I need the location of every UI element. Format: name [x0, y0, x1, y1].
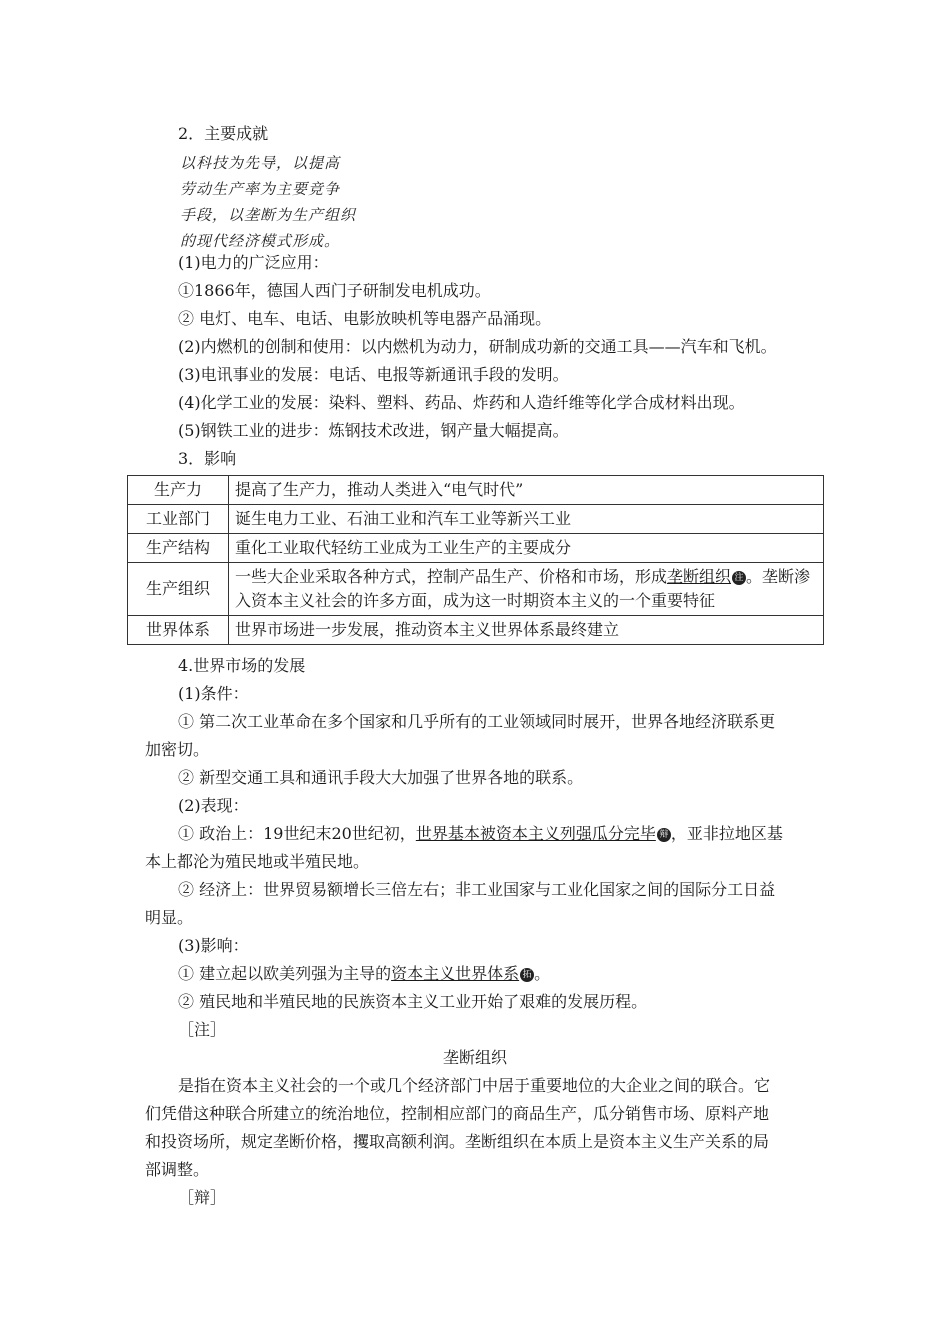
table-row — [128, 616, 824, 645]
section-3-heading: 3．影响 — [178, 449, 237, 468]
impact-1: ① 建立起以欧美列强为主导的资本主义世界体系 拓 。 — [178, 964, 551, 983]
manifestation-1: ① 政治上：19世纪末20世纪初，世界基本被资本主义列强瓜分完毕 辩 ，亚非拉地区基 — [178, 824, 783, 843]
handwritten-annotation — [180, 150, 356, 254]
note-marker-icon: 注 — [732, 571, 746, 585]
condition-1: ① 第二次工业革命在多个国家和几乎所有的工业领域同时展开，世界各地经济联系更 — [178, 712, 776, 731]
row-value: 提高了生产力，推动人类进入“电气时代” — [229, 476, 824, 505]
row-label: 生产结构 — [128, 534, 229, 563]
row-label: 生产力 — [128, 476, 229, 505]
row-label: 生产组织 — [128, 563, 229, 616]
note-line: 部调整。 — [145, 1160, 210, 1179]
debate-label: ［辩］ — [178, 1188, 227, 1207]
handwritten-line: 手段，以垄断为生产组织 — [180, 206, 357, 224]
manifestation-2-cont: 明显。 — [145, 908, 194, 927]
table-row — [128, 534, 824, 563]
handwritten-line: 劳动生产率为主要竞争 — [180, 180, 341, 198]
achievement-1a: ①1866年，德国人西门子研制发电机成功。 — [178, 281, 491, 300]
underlined-term: 世界基本被资本主义列强瓜分完毕 — [415, 824, 656, 843]
achievement-3: (3)电讯事业的发展：电话、电报等新通讯手段的发明。 — [178, 365, 569, 384]
table-row — [128, 505, 824, 534]
manifestation-2: ② 经济上：世界贸易额增长三倍左右；非工业国家与工业化国家之间的国际分工日益 — [178, 880, 776, 899]
note-title: 垄断组织 — [442, 1048, 507, 1067]
handwritten-line: 的现代经济模式形成。 — [180, 232, 341, 250]
condition-2: ② 新型交通工具和通讯手段大大加强了世界各地的联系。 — [178, 768, 584, 787]
achievement-4: (4)化学工业的发展：染料、塑料、药品、炸药和人造纤维等化学合成材料出现。 — [178, 393, 745, 412]
achievement-5: (5)钢铁工业的进步：炼钢技术改进，钢产量大幅提高。 — [178, 421, 569, 440]
manifestation-heading: (2)表现： — [178, 796, 249, 815]
row-value: 世界市场进一步发展，推动资本主义世界体系最终建立 — [229, 616, 824, 645]
underlined-term: 垄断组织 — [667, 567, 732, 586]
achievement-1: (1)电力的广泛应用： — [178, 253, 329, 272]
achievement-1b: ② 电灯、电车、电话、电影放映机等电器产品涌现。 — [178, 309, 552, 328]
row-value: 重化工业取代轻纺工业成为工业生产的主要成分 — [229, 534, 824, 563]
row-value: 一些大企业采取各种方式，控制产品生产、价格和市场，形成垄断组织 注 。垄断渗入资本主义社会的许多方面，成为这一时期资本主义的一个重要特征 — [229, 563, 824, 616]
row-label: 世界体系 — [128, 616, 229, 645]
debate-marker-icon: 辩 — [657, 828, 671, 842]
expand-marker-icon: 拓 — [520, 968, 534, 982]
note-label: ［注］ — [178, 1020, 227, 1039]
conditions-heading: (1)条件： — [178, 684, 249, 703]
row-value: 诞生电力工业、石油工业和汽车工业等新兴工业 — [229, 505, 824, 534]
section-2-heading: 2．主要成就 — [178, 124, 269, 143]
handwritten-line: 以科技为先导，以提高 — [180, 154, 341, 172]
impact-heading: (3)影响： — [178, 936, 249, 955]
section-4-heading: 4.世界市场的发展 — [178, 656, 306, 675]
table-row — [128, 563, 824, 616]
condition-1-cont: 加密切。 — [145, 740, 210, 759]
row-label: 工业部门 — [128, 505, 229, 534]
effects-table — [127, 475, 824, 645]
manifestation-1-cont: 本上都沦为殖民地或半殖民地。 — [145, 852, 370, 871]
note-line: 们凭借这种联合所建立的统治地位，控制相应部门的商品生产，瓜分销售市场、原料产地 — [145, 1104, 770, 1123]
note-line: 和投资场所，规定垄断价格，攫取高额利润。垄断组织在本质上是资本主义生产关系的局 — [145, 1132, 770, 1151]
note-line: 是指在资本主义社会的一个或几个经济部门中居于重要地位的大企业之间的联合。它 — [178, 1076, 771, 1095]
achievement-2: (2)内燃机的创制和使用：以内燃机为动力，研制成功新的交通工具——汽车和飞机。 — [178, 337, 777, 356]
table-row — [128, 476, 824, 505]
underlined-term: 资本主义世界体系 — [391, 964, 520, 983]
impact-2: ② 殖民地和半殖民地的民族资本主义工业开始了艰难的发展历程。 — [178, 992, 648, 1011]
